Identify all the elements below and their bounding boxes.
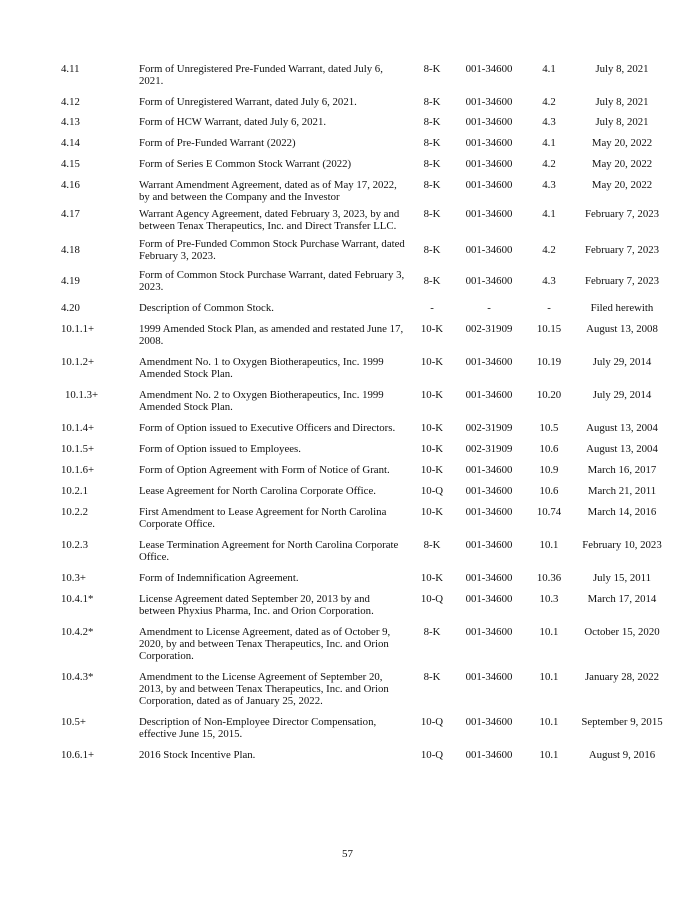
- exhibit-row: [55, 707, 675, 740]
- exhibit-description: Form of Series E Common Stock Warrant (2022): [139, 158, 352, 170]
- exhibit-filing-date: March 14, 2016: [587, 506, 657, 518]
- exhibit-number: 10.4.3*: [61, 671, 94, 683]
- exhibit-filing-date: January 28, 2022: [584, 671, 660, 683]
- exhibit-number: 10.2.1: [61, 485, 88, 497]
- exhibit-description: Form of HCW Warrant, dated July 6, 2021.: [139, 116, 327, 128]
- exhibit-reference: 4.1: [542, 137, 556, 149]
- exhibit-row: [55, 293, 675, 314]
- exhibit-file-number: -: [487, 302, 491, 314]
- exhibit-row: [55, 563, 675, 584]
- exhibit-form: 8-K: [423, 96, 441, 108]
- exhibit-filing-date: July 29, 2014: [592, 389, 652, 401]
- exhibit-filing-date: July 29, 2014: [592, 356, 652, 368]
- page-number: 57: [342, 848, 353, 860]
- exhibit-file-number: 002-31909: [465, 323, 513, 335]
- exhibit-filing-date: Filed herewith: [590, 302, 654, 314]
- exhibit-form: 8-K: [423, 116, 441, 128]
- exhibit-filing-date: May 20, 2022: [591, 137, 653, 149]
- exhibit-file-number: 001-34600: [465, 464, 513, 476]
- exhibit-file-number: 001-34600: [465, 506, 513, 518]
- exhibit-description: Lease Agreement for North Carolina Corporate Office.: [139, 485, 376, 497]
- exhibit-file-number: 001-34600: [465, 389, 513, 401]
- exhibit-form: -: [430, 302, 434, 314]
- exhibit-number: 4.16: [61, 179, 80, 191]
- exhibit-reference: 10.9: [539, 464, 559, 476]
- exhibit-reference: 10.3: [539, 593, 559, 605]
- exhibit-file-number: 002-31909: [465, 422, 513, 434]
- exhibit-filing-date: March 17, 2014: [587, 593, 657, 605]
- exhibit-description: License Agreement dated September 20, 2013 by and between Phyxius Pharma, Inc. and Orion Corporation.: [139, 593, 374, 617]
- exhibit-row: [55, 476, 675, 497]
- exhibit-reference: 4.3: [542, 179, 556, 191]
- exhibit-file-number: 001-34600: [465, 671, 513, 683]
- exhibit-number: 10.1.5+: [61, 443, 95, 455]
- exhibit-row: [55, 584, 675, 617]
- exhibit-reference: 10.5: [539, 422, 559, 434]
- exhibit-reference: 10.15: [536, 323, 562, 335]
- exhibit-filing-date: July 8, 2021: [595, 116, 649, 128]
- exhibit-number: 10.1.1+: [61, 323, 95, 335]
- exhibit-row: [55, 170, 675, 203]
- exhibit-description: Form of Indemnification Agreement.: [139, 572, 299, 584]
- exhibit-number: 10.1.4+: [61, 422, 95, 434]
- exhibit-row: [55, 108, 675, 128]
- exhibit-file-number: 001-34600: [465, 96, 513, 108]
- exhibit-description: Warrant Amendment Agreement, dated as of May 17, 2022, by and between the Company and the Investor: [139, 179, 397, 203]
- exhibit-form: 8-K: [423, 179, 441, 191]
- exhibit-reference: 10.6: [539, 485, 559, 497]
- exhibit-filing-date: August 9, 2016: [588, 749, 656, 761]
- exhibit-file-number: 001-34600: [465, 626, 513, 638]
- exhibit-filing-date: August 13, 2008: [586, 323, 658, 335]
- exhibit-number: 10.1.2+: [61, 356, 95, 368]
- exhibit-form: 10-K: [420, 506, 444, 518]
- exhibit-row: [55, 530, 675, 563]
- exhibit-filing-date: February 10, 2023: [582, 539, 662, 551]
- exhibit-description: Amendment to License Agreement, dated as of October 9, 2020, by and between Tenax Therapeutics, Inc. and Orion Corporation.: [139, 626, 391, 662]
- exhibit-form: 10-Q: [420, 716, 444, 728]
- exhibit-form: 10-K: [420, 356, 444, 368]
- exhibit-number: 4.19: [61, 275, 80, 287]
- exhibit-description: Amendment to the License Agreement of September 20, 2013, by and between Tenax Therapeutics, Inc. and Orion Corporation, dated as of January 25, 2022.: [139, 671, 389, 707]
- exhibit-form: 8-K: [423, 158, 441, 170]
- exhibit-number: 10.5+: [61, 716, 86, 728]
- exhibit-file-number: 001-34600: [465, 208, 513, 220]
- exhibit-row: [55, 347, 675, 380]
- exhibit-file-number: 002-31909: [465, 443, 513, 455]
- exhibit-form: 8-K: [423, 208, 441, 220]
- exhibit-description: Form of Unregistered Pre-Funded Warrant, dated July 6, 2021.: [139, 63, 383, 87]
- exhibit-form: 10-K: [420, 323, 444, 335]
- exhibit-filing-date: August 13, 2004: [586, 443, 658, 455]
- exhibit-reference: 10.20: [536, 389, 562, 401]
- exhibit-form: 8-K: [423, 244, 441, 256]
- exhibit-reference: 10.1: [539, 671, 559, 683]
- exhibit-reference: -: [547, 302, 551, 314]
- exhibit-filing-date: July 15, 2011: [592, 572, 652, 584]
- exhibit-form: 10-K: [420, 572, 444, 584]
- exhibit-description: Form of Option Agreement with Form of Notice of Grant.: [139, 464, 390, 476]
- exhibit-form: 10-Q: [420, 485, 444, 497]
- exhibit-form: 8-K: [423, 626, 441, 638]
- exhibit-file-number: 001-34600: [465, 749, 513, 761]
- exhibit-file-number: 001-34600: [465, 275, 513, 287]
- exhibit-reference: 10.1: [539, 749, 559, 761]
- exhibit-description: Warrant Agency Agreement, dated February 3, 2023, by and between Tenax Therapeutics, Inc. and Direct Transfer LLC.: [139, 208, 400, 232]
- exhibit-number: 10.6.1+: [61, 749, 95, 761]
- exhibit-file-number: 001-34600: [465, 63, 513, 75]
- exhibit-row: [55, 413, 675, 434]
- exhibit-description: Form of Pre-Funded Warrant (2022): [139, 137, 296, 149]
- exhibit-row: [55, 262, 675, 293]
- exhibit-row: [55, 662, 675, 707]
- exhibit-description: First Amendment to Lease Agreement for North Carolina Corporate Office.: [139, 506, 387, 530]
- exhibit-index-table: [55, 63, 675, 761]
- exhibit-number: 10.3+: [61, 572, 86, 584]
- exhibit-description: Description of Common Stock.: [139, 302, 274, 314]
- exhibit-form: 8-K: [423, 137, 441, 149]
- exhibit-form: 10-K: [420, 422, 444, 434]
- exhibit-row: [55, 128, 675, 149]
- exhibit-form: 10-K: [420, 443, 444, 455]
- exhibit-row: [55, 455, 675, 476]
- exhibit-file-number: 001-34600: [465, 539, 513, 551]
- exhibit-number: 4.20: [61, 302, 80, 314]
- exhibit-file-number: 001-34600: [465, 593, 513, 605]
- exhibit-filing-date: March 16, 2017: [587, 464, 657, 476]
- exhibit-file-number: 001-34600: [465, 116, 513, 128]
- exhibit-description: 2016 Stock Incentive Plan.: [139, 749, 256, 761]
- exhibit-number: 10.2.3: [61, 539, 88, 551]
- exhibit-form: 8-K: [423, 671, 441, 683]
- exhibit-reference: 4.3: [542, 275, 556, 287]
- exhibit-filing-date: August 13, 2004: [586, 422, 658, 434]
- exhibit-row: [55, 149, 675, 170]
- exhibit-number: 10.1.3+: [65, 389, 99, 401]
- exhibit-reference: 10.6: [539, 443, 559, 455]
- exhibit-number: 4.15: [61, 158, 80, 170]
- exhibit-number: 4.14: [61, 137, 80, 149]
- exhibit-file-number: 001-34600: [465, 244, 513, 256]
- exhibit-reference: 4.2: [542, 158, 556, 170]
- exhibit-filing-date: May 20, 2022: [591, 158, 653, 170]
- exhibit-number: 10.2.2: [61, 506, 88, 518]
- exhibit-reference: 4.3: [542, 116, 556, 128]
- exhibit-row: [55, 380, 675, 413]
- exhibit-row: [55, 497, 675, 530]
- exhibit-reference: 10.36: [536, 572, 562, 584]
- exhibit-number: 4.13: [61, 116, 80, 128]
- exhibit-reference: 4.1: [542, 63, 556, 75]
- exhibit-form: 8-K: [423, 539, 441, 551]
- exhibit-rows: [55, 63, 675, 761]
- exhibit-row: [55, 617, 675, 662]
- exhibit-reference: 4.2: [542, 96, 556, 108]
- exhibit-form: 10-Q: [420, 749, 444, 761]
- exhibit-description: Description of Non-Employee Director Compensation, effective June 15, 2015.: [139, 716, 377, 740]
- exhibit-row: [55, 314, 675, 347]
- exhibit-row: [55, 87, 675, 108]
- exhibit-filing-date: May 20, 2022: [591, 179, 653, 191]
- exhibit-reference: 10.74: [536, 506, 562, 518]
- exhibit-file-number: 001-34600: [465, 179, 513, 191]
- exhibit-description: Form of Unregistered Warrant, dated July 6, 2021.: [139, 96, 357, 108]
- exhibit-number: 4.12: [61, 96, 80, 108]
- exhibit-description: Lease Termination Agreement for North Carolina Corporate Office.: [139, 539, 399, 563]
- exhibit-file-number: 001-34600: [465, 572, 513, 584]
- exhibit-form: 8-K: [423, 63, 441, 75]
- exhibit-file-number: 001-34600: [465, 356, 513, 368]
- exhibit-filing-date: October 15, 2020: [584, 626, 660, 638]
- exhibit-number: 10.4.2*: [61, 626, 94, 638]
- exhibit-form: 10-Q: [420, 593, 444, 605]
- exhibit-form: 10-K: [420, 464, 444, 476]
- exhibit-file-number: 001-34600: [465, 485, 513, 497]
- exhibit-description: Form of Pre-Funded Common Stock Purchase Warrant, dated February 3, 2023.: [139, 238, 405, 262]
- exhibit-filing-date: February 7, 2023: [584, 244, 660, 256]
- exhibit-filing-date: March 21, 2011: [587, 485, 657, 497]
- exhibit-description: 1999 Amended Stock Plan, as amended and restated June 17, 2008.: [139, 323, 404, 347]
- exhibit-number: 10.1.6+: [61, 464, 95, 476]
- exhibit-reference: 4.2: [542, 244, 556, 256]
- exhibit-description: Amendment No. 2 to Oxygen Biotherapeutics, Inc. 1999 Amended Stock Plan.: [139, 389, 384, 413]
- exhibit-number: 4.18: [61, 244, 80, 256]
- exhibit-description: Amendment No. 1 to Oxygen Biotherapeutics, Inc. 1999 Amended Stock Plan.: [139, 356, 384, 380]
- exhibit-form: 8-K: [423, 275, 441, 287]
- exhibit-row: [55, 63, 675, 87]
- exhibit-reference: 4.1: [542, 208, 556, 220]
- exhibit-row: [55, 232, 675, 262]
- exhibit-filing-date: September 9, 2015: [581, 716, 663, 728]
- exhibit-file-number: 001-34600: [465, 716, 513, 728]
- exhibit-number: 10.4.1*: [61, 593, 94, 605]
- exhibit-filing-date: February 7, 2023: [584, 275, 660, 287]
- exhibit-filing-date: February 7, 2023: [584, 208, 660, 220]
- exhibit-form: 10-K: [420, 389, 444, 401]
- exhibit-number: 4.11: [61, 63, 80, 75]
- exhibit-description: Form of Option issued to Employees.: [139, 443, 301, 455]
- exhibit-row: [55, 434, 675, 455]
- exhibit-file-number: 001-34600: [465, 158, 513, 170]
- exhibit-reference: 10.19: [536, 356, 562, 368]
- exhibit-filing-date: July 8, 2021: [595, 63, 649, 75]
- exhibit-row: [55, 203, 675, 232]
- exhibit-file-number: 001-34600: [465, 137, 513, 149]
- exhibit-reference: 10.1: [539, 716, 559, 728]
- exhibit-filing-date: July 8, 2021: [595, 96, 649, 108]
- exhibit-reference: 10.1: [539, 626, 559, 638]
- exhibit-description: Form of Option issued to Executive Officers and Directors.: [139, 422, 396, 434]
- exhibit-description: Form of Common Stock Purchase Warrant, dated February 3, 2023.: [139, 269, 405, 293]
- exhibit-number: 4.17: [61, 208, 80, 220]
- exhibit-row: [55, 740, 675, 761]
- exhibit-reference: 10.1: [539, 539, 559, 551]
